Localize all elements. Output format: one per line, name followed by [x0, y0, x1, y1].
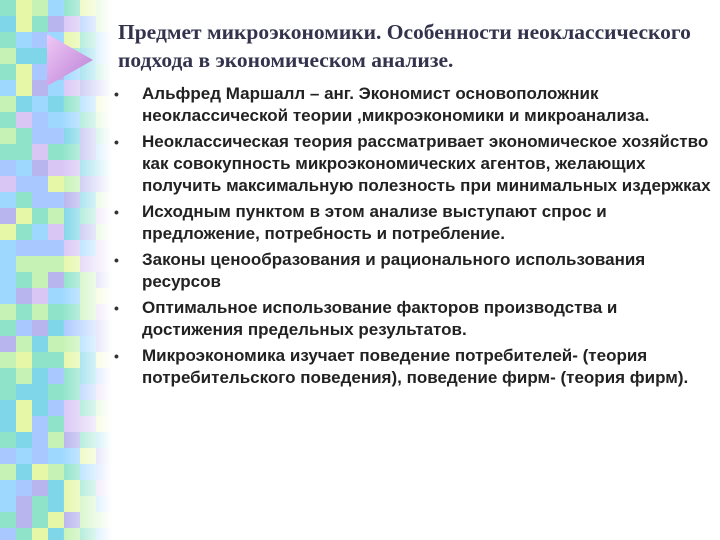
- play-arrow-icon: [45, 32, 95, 88]
- bullet-item: [112, 297, 712, 341]
- slide-title: Предмет микроэкономики. Особенности неоклассического подхода в экономическом анализе.: [118, 20, 691, 72]
- bullet-dot-icon: •: [114, 348, 119, 364]
- bullet-text: Оптимальное использование факторов производства и достижения предельных результатов.: [142, 298, 618, 339]
- bullet-text: Неоклассическая теория рассматривает экономическое хозяйство как совокупность микроэкономических агентов, желающих получить максимальную полезность при минимальных издержках: [142, 132, 711, 195]
- bullet-dot-icon: •: [114, 300, 119, 316]
- bullet-item: [112, 131, 712, 197]
- bullet-text: Микроэкономика изучает поведение потребителей- (теория потребительского поведения), поведение фирм- (теория фирм).: [142, 346, 689, 387]
- bullet-text: Законы ценообразования и рационального использования ресурсов: [142, 250, 646, 291]
- decorative-mosaic-strip: [0, 0, 112, 540]
- bullet-item: [112, 249, 712, 293]
- bullet-dot-icon: •: [114, 134, 119, 150]
- bullet-dot-icon: •: [114, 204, 119, 220]
- bullet-item: [112, 83, 712, 127]
- bullet-text: Альфред Маршалл – анг. Экономист основоположник неоклассической теории ,микроэкономики и микроанализа.: [142, 84, 650, 125]
- bullet-item: [112, 201, 712, 245]
- bullet-text: Исходным пунктом в этом анализе выступают спрос и предложение, потребность и потребление.: [142, 202, 607, 243]
- bullet-dot-icon: •: [114, 252, 119, 268]
- bullet-item: [112, 345, 712, 389]
- bullet-dot-icon: •: [114, 86, 119, 102]
- bullet-list: [112, 83, 712, 393]
